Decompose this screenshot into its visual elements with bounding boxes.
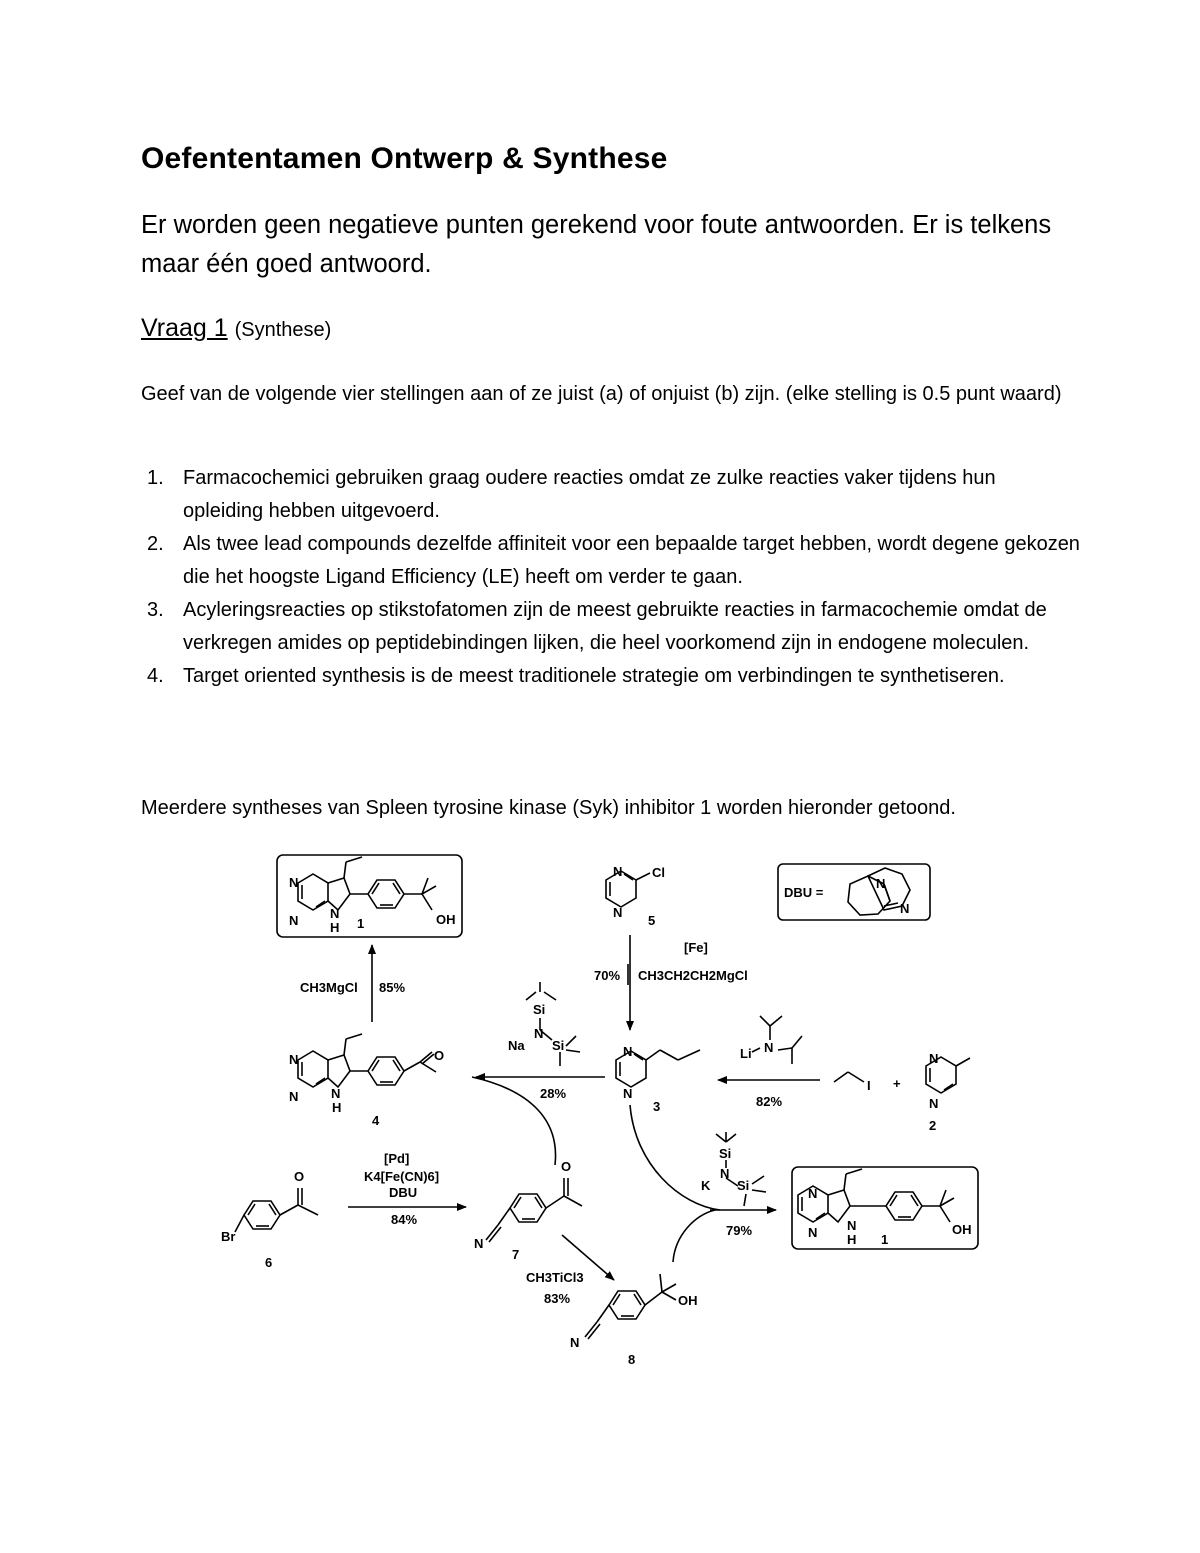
atom-n: N xyxy=(289,875,299,890)
atom-oh: OH xyxy=(678,1293,698,1308)
atom-h: H xyxy=(847,1232,857,1247)
statement-text: Als twee lead compounds dezelfde affiniteit voor een bepaalde target hebben, wordt degene gekozen die het hoogste Ligand Efficiency (LE) heeft om verder te gaan. xyxy=(183,533,1080,588)
atom-n: N xyxy=(808,1186,818,1201)
compound-1-structure-top xyxy=(298,857,436,910)
statement-text: Acyleringsreacties op stikstofatomen zijn de meest gebruikte reacties in farmacochemie omdat de verkregen amides op peptidebindingen lijken, die heel voorkomend zijn in endogene moleculen. xyxy=(183,599,1047,654)
atom-na: Na xyxy=(508,1038,525,1053)
lda-structure xyxy=(752,1016,802,1064)
atom-oh: OH xyxy=(952,1222,972,1237)
compound-label-6: 6 xyxy=(265,1255,273,1270)
atom-o: O xyxy=(294,1169,305,1184)
atom-n: N xyxy=(847,1218,857,1233)
dbu-label: DBU = xyxy=(784,885,824,900)
atom-si: Si xyxy=(552,1038,565,1053)
nahmds-structure xyxy=(526,982,580,1066)
atom-n: N xyxy=(613,864,623,879)
atom-si: Si xyxy=(719,1146,732,1161)
compound-label-4: 4 xyxy=(372,1113,380,1128)
reagent-ferrocyanide: K4[Fe(CN)6] xyxy=(364,1169,440,1184)
atom-si: Si xyxy=(737,1178,750,1193)
atom-n: N xyxy=(289,1052,299,1067)
yield-7-8: 83% xyxy=(544,1291,571,1306)
atom-h: H xyxy=(330,920,340,935)
compound-label-2: 2 xyxy=(929,1118,937,1133)
statement-number: 4. xyxy=(147,665,164,687)
atom-n: N xyxy=(289,1089,299,1104)
statement-number: 2. xyxy=(147,533,164,555)
compound-label-5: 5 xyxy=(648,913,656,928)
atom-n: N xyxy=(474,1236,484,1251)
compound-label-3: 3 xyxy=(653,1099,661,1114)
statement-number: 3. xyxy=(147,599,164,621)
reagent-pd: [Pd] xyxy=(384,1151,410,1166)
atom-n: N xyxy=(570,1335,580,1350)
compound-label-7: 7 xyxy=(512,1247,520,1262)
yield-3-4: 28% xyxy=(540,1086,567,1101)
compound-8-structure xyxy=(585,1274,676,1339)
atom-si: Si xyxy=(533,1002,546,1017)
compound-label-1: 1 xyxy=(881,1232,889,1247)
atom-n: N xyxy=(613,905,623,920)
atom-n: N xyxy=(534,1026,544,1041)
compound-7-structure xyxy=(486,1178,582,1242)
yield-3-1: 79% xyxy=(726,1223,753,1238)
curve-3-to-1 xyxy=(630,1105,720,1210)
atom-n: N xyxy=(720,1166,730,1181)
atom-i: I xyxy=(867,1078,871,1093)
atom-n: N xyxy=(929,1096,939,1111)
question-label: Vraag 1 xyxy=(141,314,228,342)
intro-paragraph: Er worden geen negatieve punten gerekend voor foute antwoorden. Er is telkens maar één goed antwoord. xyxy=(141,211,1052,278)
scheme-intro: Meerdere syntheses van Spleen tyrosine kinase (Syk) inhibitor 1 worden hieronder getoond. xyxy=(141,797,956,819)
compound-4-structure xyxy=(298,1034,436,1087)
atom-cl: Cl xyxy=(652,865,665,880)
compound-1-structure-right xyxy=(798,1169,954,1222)
atom-h: H xyxy=(332,1100,342,1115)
compound-label-8: 8 xyxy=(628,1352,636,1367)
atom-li: Li xyxy=(740,1046,752,1061)
atom-n: N xyxy=(900,901,910,916)
statement-text: Farmacochemici gebruiken graag oudere reacties omdat ze zulke reacties vaker tijdens hun opleiding hebben uitgevoerd. xyxy=(183,467,996,522)
question-topic: (Synthese) xyxy=(234,319,332,341)
atom-n: N xyxy=(808,1225,818,1240)
atom-n: N xyxy=(929,1051,939,1066)
atom-n: N xyxy=(876,876,886,891)
atom-n: N xyxy=(330,906,340,921)
reagent-methyl-grignard: CH3MgCl xyxy=(300,980,358,995)
ethyl-iodide-structure xyxy=(834,1072,864,1082)
atom-n: N xyxy=(331,1086,341,1101)
curve-8-to-1 xyxy=(673,1210,715,1262)
atom-o: O xyxy=(434,1048,445,1063)
atom-n: N xyxy=(764,1040,774,1055)
reagent-dbu: DBU xyxy=(389,1185,418,1200)
atom-n: N xyxy=(289,913,299,928)
page-title: Oefententamen Ontwerp & Synthese xyxy=(141,142,668,175)
statement-number: 1. xyxy=(147,467,164,489)
compound-6-structure xyxy=(235,1188,318,1232)
atom-n: N xyxy=(623,1086,633,1101)
question-prompt: Geef van de volgende vier stellingen aan of ze juist (a) of onjuist (b) zijn. (elke stelling is 0.5 punt waard) xyxy=(141,383,1062,405)
atom-k: K xyxy=(701,1178,711,1193)
atom-br: Br xyxy=(221,1229,236,1244)
reagent-fe: [Fe] xyxy=(684,940,708,955)
plus-sign: + xyxy=(893,1076,901,1091)
reagent-titanium: CH3TiCl3 xyxy=(526,1270,584,1285)
yield-4-1: 85% xyxy=(379,980,406,995)
compound-label-1: 1 xyxy=(357,916,365,931)
yield-2-3: 82% xyxy=(756,1094,783,1109)
atom-o: O xyxy=(561,1159,572,1174)
statement-text: Target oriented synthesis is de meest traditionele strategie om verbindingen te synthetiseren. xyxy=(183,665,1005,687)
atom-oh: OH xyxy=(436,912,456,927)
atom-n: N xyxy=(623,1044,633,1059)
yield-6-7: 84% xyxy=(391,1212,418,1227)
reagent-propyl-grignard: CH3CH2CH2MgCl xyxy=(638,968,748,983)
yield-5-3: 70% xyxy=(594,968,621,983)
